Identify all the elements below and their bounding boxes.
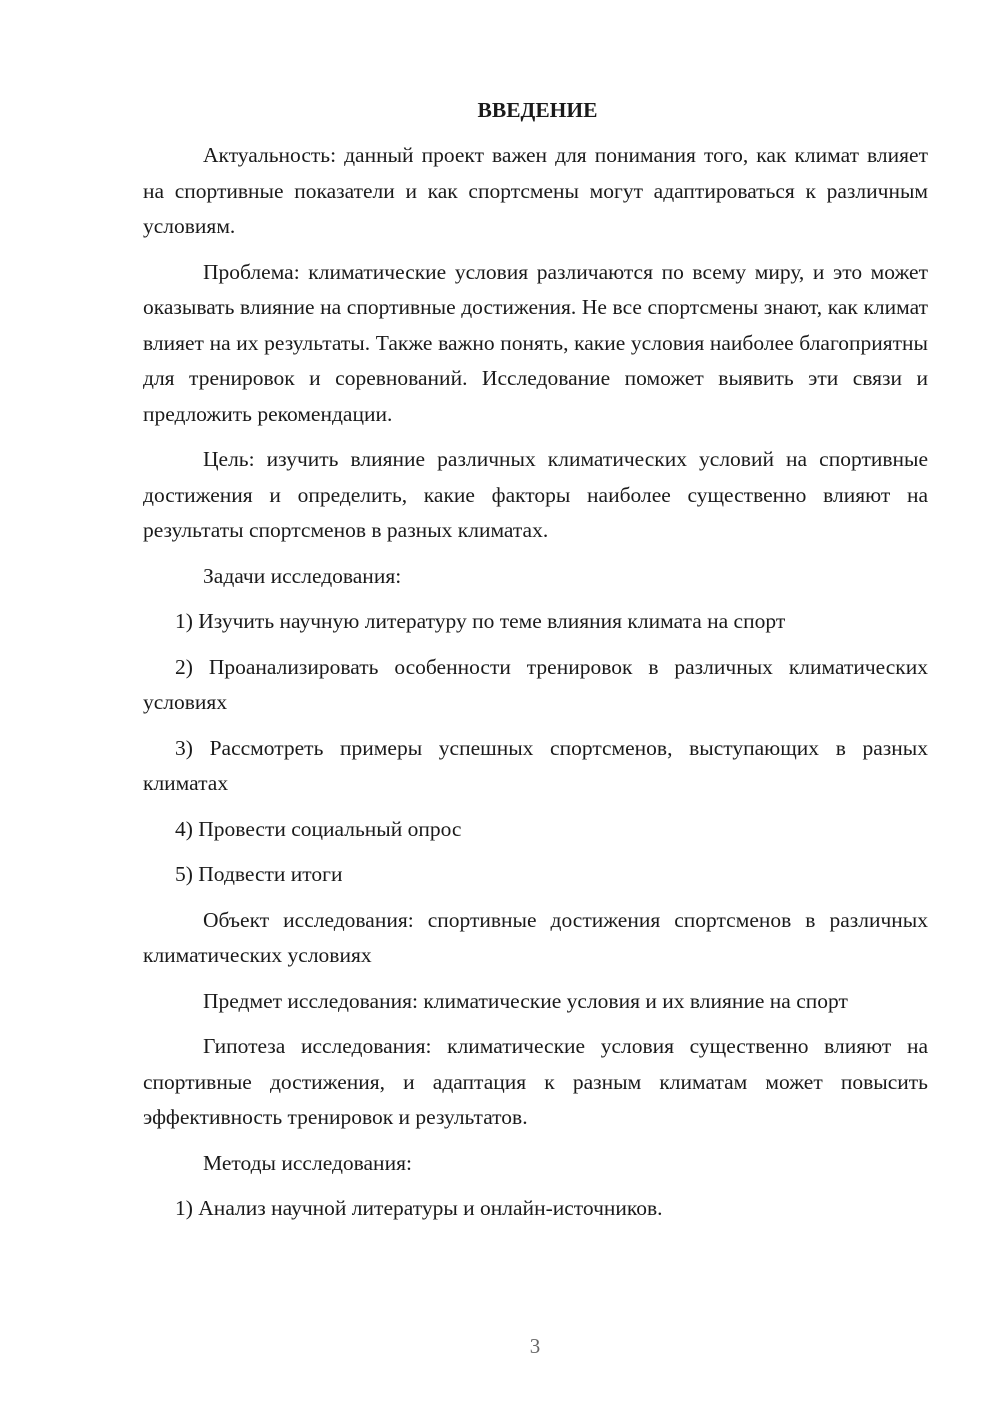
problem-paragraph: Проблема: климатические условия различаются по всему миру, и это может оказывать влияние на спортивные достижения. Не все спортсмены знают, как климат влияет на их результаты. Также важно понять, какие условия наиболее благоприятны для тренировок и соревнований. Исследование поможет выявить эти связи и предложить рекомендации.: [143, 259, 928, 426]
section-title: ВВЕДЕНИЕ: [477, 98, 598, 122]
hypothesis-paragraph: Гипотеза исследования: климатические условия существенно влияют на спортивные достижения, и адаптация к разным климатам может повысить эффективность тренировок и результатов.: [143, 1034, 928, 1129]
object-paragraph: Объект исследования: спортивные достижения спортсменов в различных климатических условиях: [143, 907, 928, 967]
relevance-paragraph: Актуальность: данный проект важен для понимания того, как климат влияет на спортивные показатели и как спортсмены могут адаптироваться к различным условиям.: [143, 143, 928, 238]
document-page: [143, 96, 928, 1237]
task-item: 4) Провести социальный опрос: [175, 816, 462, 841]
tasks-heading: Задачи исследования:: [203, 563, 402, 588]
task-item: 2) Проанализировать особенности тренировок в различных климатических условиях: [143, 654, 928, 714]
goal-paragraph: Цель: изучить влияние различных климатических условий на спортивные достижения и определить, какие факторы наиболее существенно влияют на результаты спортсменов в разных климатах.: [143, 447, 928, 542]
method-item: 1) Анализ научной литературы и онлайн-источников.: [175, 1196, 663, 1220]
page-number: 3: [529, 1334, 541, 1358]
task-item: 1) Изучить научную литературу по теме влияния климата на спорт: [175, 609, 786, 633]
task-item: 3) Рассмотреть примеры успешных спортсменов, выступающих в разных климатах: [143, 735, 928, 795]
subject-paragraph: Предмет исследования: климатические условия и их влияние на спорт: [203, 988, 848, 1013]
methods-heading: Методы исследования:: [203, 1150, 412, 1175]
task-item: 5) Подвести итоги: [175, 862, 343, 886]
